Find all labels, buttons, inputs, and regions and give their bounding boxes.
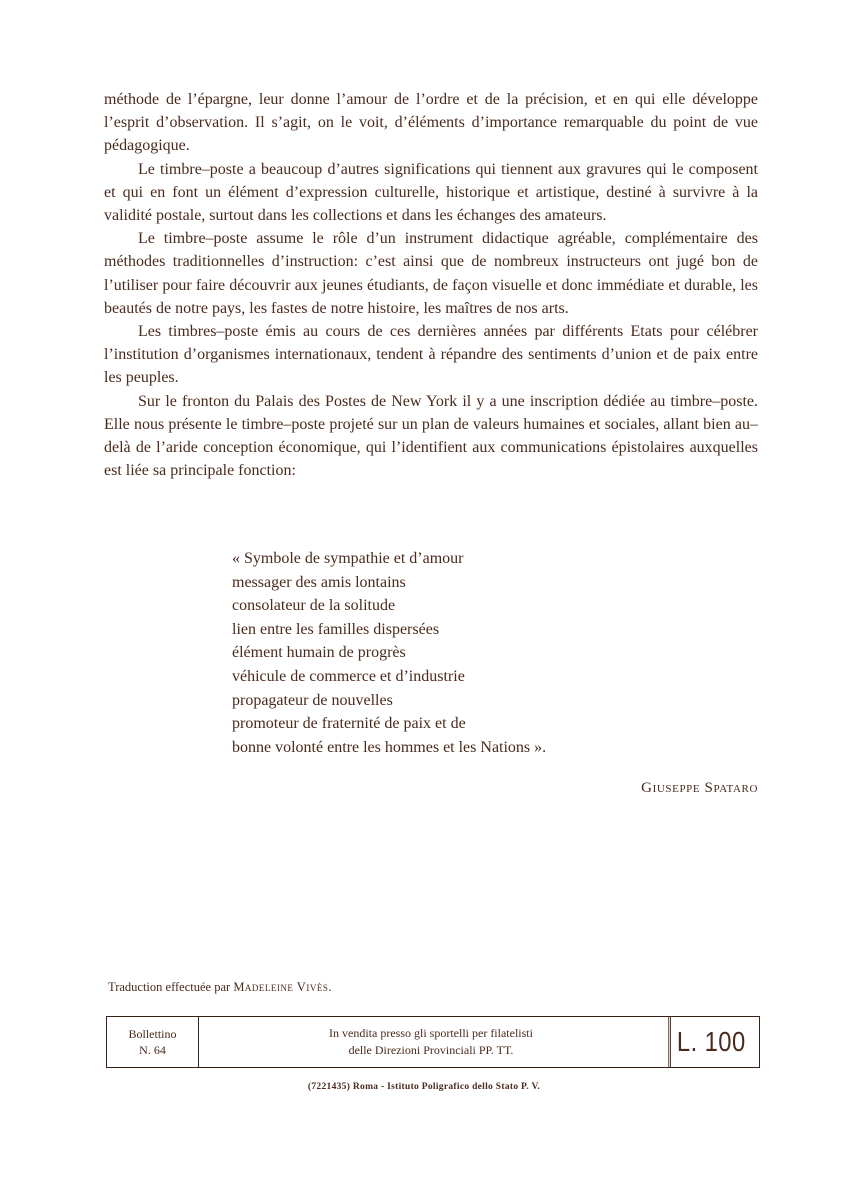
price-cell: L. 100 [668, 1017, 751, 1067]
poem-line: lien entre les familles dispersées [232, 620, 440, 638]
poem-line: véhicule de commerce et d’industrie [232, 667, 465, 685]
article-body [104, 88, 758, 482]
translator-name: Madeleine Vivès. [233, 980, 332, 994]
sale-info-cell [199, 1017, 663, 1067]
paragraph: Les timbres–poste émis au cours de ces dernières années par différents Etats pour célébrer l’institution d’organismes internationaux, tendent à répandre des sentiments d’union et de paix entre les peuples. [104, 323, 758, 387]
author-signature: Giuseppe Spataro [641, 780, 758, 796]
paragraph: Le timbre–poste a beaucoup d’autres significations qui tiennent aux gravures qui le composent et qui en font un élément d’expression culturelle, historique et artistique, destiné à survivre à la validité postale, surtout dans les collections et dans les échanges des amateurs. [104, 160, 758, 225]
inscription-poem [232, 547, 712, 759]
footer-box [106, 1016, 760, 1068]
printer-imprint: (7221435) Roma - Istituto Poligrafico dello Stato P. V. [307, 1082, 541, 1092]
poem-line: « Symbole de sympathie et d’amour [232, 550, 464, 567]
bulletin-label: Bollettino [128, 1027, 177, 1041]
bulletin-number: N. 64 [139, 1043, 166, 1057]
sale-line: delle Direzioni Provinciali PP. TT. [348, 1043, 514, 1057]
poem-line: promoteur de fraternité de paix et de [232, 715, 466, 733]
translator-credit [108, 980, 332, 995]
poem-line: élément humain de progrès [232, 644, 406, 662]
poem-line: messager des amis lontains [232, 573, 406, 591]
sale-line: In vendita presso gli sportelli per filatelisti [329, 1026, 533, 1040]
paragraph: méthode de l’épargne, leur donne l’amour de l’ordre et de la précision, et en qui elle développe l’esprit d’observation. Il s’agit, on le voit, d’éléments d’importance remarquable du point de vue pédagogique. [104, 91, 758, 155]
paragraph: Sur le fronton du Palais des Postes de New York il y a une inscription dédiée au timbre–poste. Elle nous présente le timbre–poste projeté sur un plan de valeurs humaines et sociales, allant bien au–delà de l’aride conception économique, qui l’identifient aux communications épistolaires auxquelles est liée sa principale fonction: [104, 392, 758, 480]
paragraph: Le timbre–poste assume le rôle d’un instrument didactique agréable, complémentaire des méthodes traditionnelles d’instruction: c’est ainsi que de nombreux instructeurs ont jugé bon de l’utiliser pour faire découvrir aux jeunes étudiants, de façon visuelle et donc immédiate et durable, les beautés de notre pays, les fastes de notre histoire, les maîtres de nos arts. [104, 230, 758, 317]
poem-line: propagateur de nouvelles [232, 691, 393, 709]
poem-line: consolateur de la solitude [232, 597, 396, 615]
poem-line: bonne volonté entre les hommes et les Nations ». [232, 738, 547, 756]
translator-prefix: Traduction effectuée par [108, 980, 231, 994]
bulletin-cell [107, 1017, 199, 1067]
